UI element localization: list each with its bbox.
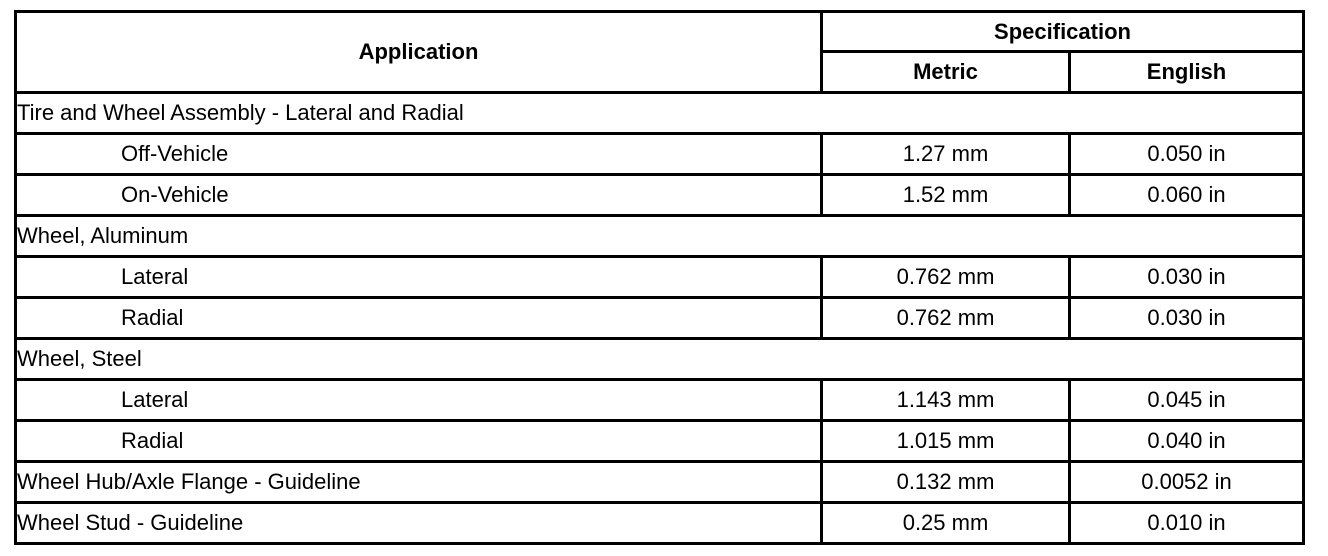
table-row [16, 503, 1304, 544]
section-label: Wheel, Aluminum [16, 216, 1304, 257]
application-cell: Lateral [16, 257, 822, 298]
english-cell: 0.030 in [1070, 298, 1304, 339]
metric-cell: 1.143 mm [822, 380, 1070, 421]
metric-header: Metric [822, 52, 1070, 93]
application-cell: Wheel Hub/Axle Flange - Guideline [16, 462, 822, 503]
metric-cell: 1.52 mm [822, 175, 1070, 216]
section-label: Tire and Wheel Assembly - Lateral and Radial [16, 93, 1304, 134]
english-cell: 0.010 in [1070, 503, 1304, 544]
metric-cell: 0.25 mm [822, 503, 1070, 544]
english-cell: 0.040 in [1070, 421, 1304, 462]
application-header: Application [16, 12, 822, 93]
table-row [16, 93, 1304, 134]
application-cell: Lateral [16, 380, 822, 421]
specification-table [14, 10, 1305, 545]
english-cell: 0.045 in [1070, 380, 1304, 421]
english-cell: 0.0052 in [1070, 462, 1304, 503]
metric-cell: 1.27 mm [822, 134, 1070, 175]
table-row [16, 380, 1304, 421]
table-row [16, 298, 1304, 339]
table-row [16, 421, 1304, 462]
english-cell: 0.030 in [1070, 257, 1304, 298]
metric-cell: 0.762 mm [822, 257, 1070, 298]
table-row [16, 257, 1304, 298]
application-cell: Off-Vehicle [16, 134, 822, 175]
section-label: Wheel, Steel [16, 339, 1304, 380]
application-cell: On-Vehicle [16, 175, 822, 216]
table-row [16, 134, 1304, 175]
table-row [16, 175, 1304, 216]
metric-cell: 0.132 mm [822, 462, 1070, 503]
english-cell: 0.050 in [1070, 134, 1304, 175]
application-cell: Wheel Stud - Guideline [16, 503, 822, 544]
metric-cell: 0.762 mm [822, 298, 1070, 339]
application-cell: Radial [16, 421, 822, 462]
header-row-top [16, 12, 1304, 52]
application-cell: Radial [16, 298, 822, 339]
english-cell: 0.060 in [1070, 175, 1304, 216]
specification-header: Specification [822, 12, 1304, 52]
english-header: English [1070, 52, 1304, 93]
table-row [16, 462, 1304, 503]
metric-cell: 1.015 mm [822, 421, 1070, 462]
table-row [16, 216, 1304, 257]
table-row [16, 339, 1304, 380]
